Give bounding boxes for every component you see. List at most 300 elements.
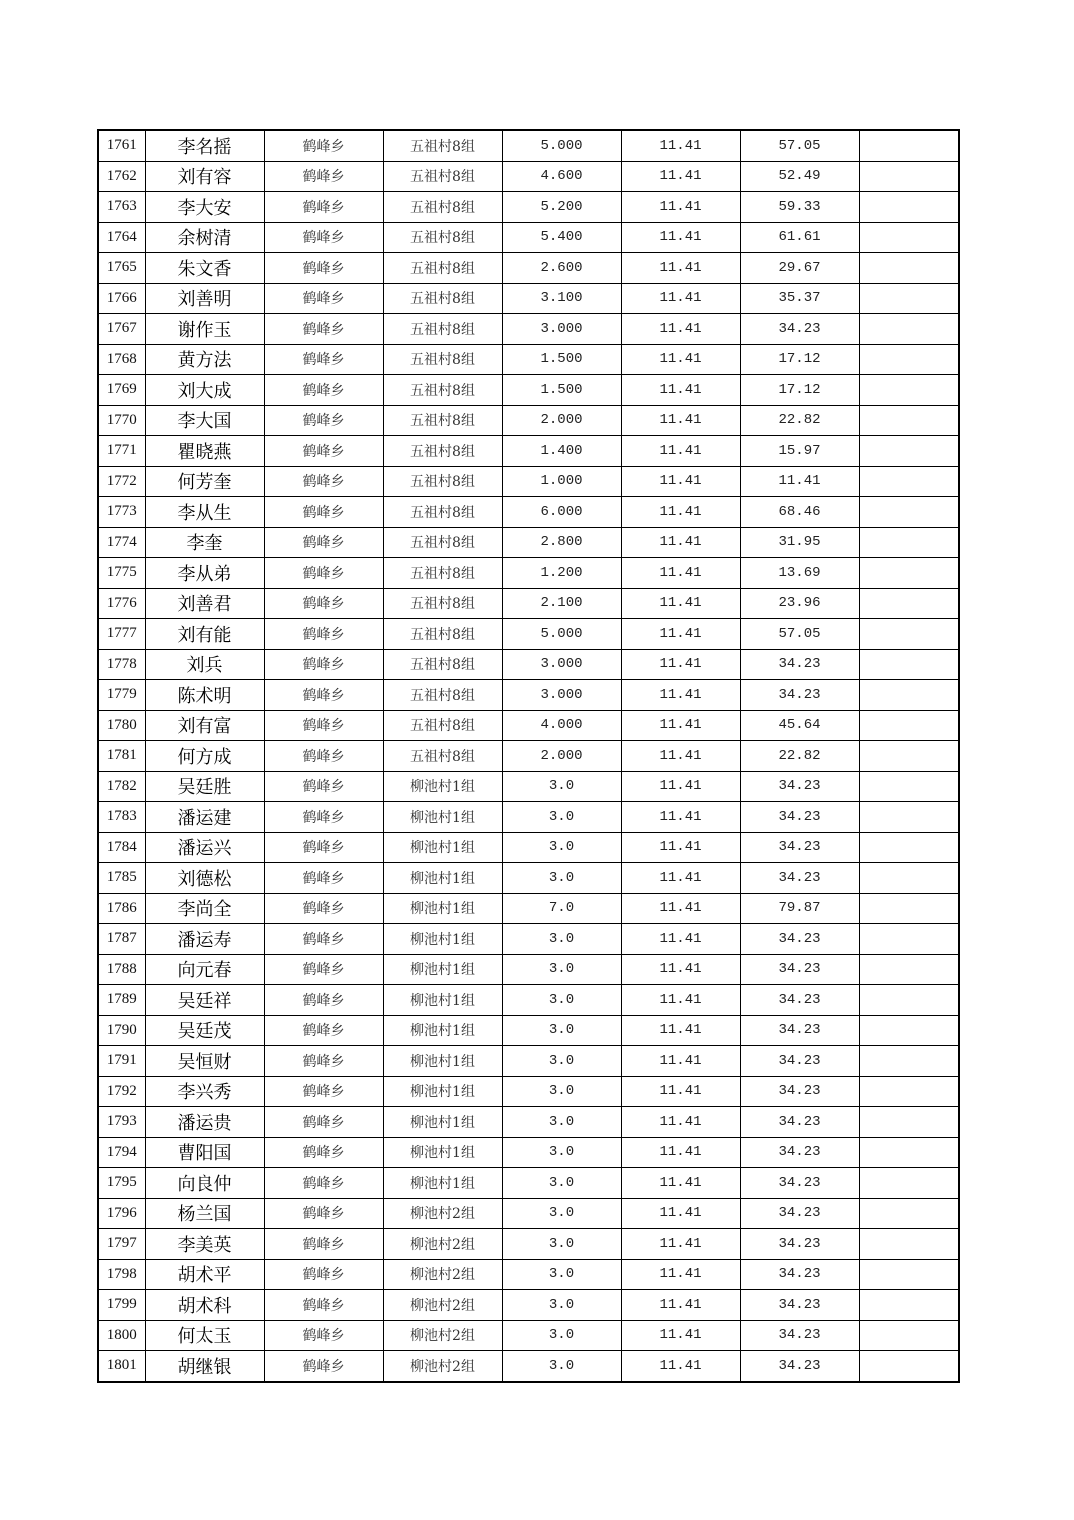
township-cell: 鹤峰乡 [264,344,383,375]
table-row [98,558,959,589]
area-cell: 3.0 [502,802,621,833]
record-number-cell: 1801 [98,1351,145,1382]
remarks-cell [859,649,959,680]
person-name-cell: 刘善君 [145,588,264,619]
unit-rate-cell: 11.41 [621,771,740,802]
record-number-cell: 1766 [98,283,145,314]
remarks-cell [859,741,959,772]
area-cell: 2.100 [502,588,621,619]
table-row [98,741,959,772]
township-cell: 鹤峰乡 [264,1137,383,1168]
table-row [98,161,959,192]
village-group-cell: 柳池村1组 [383,1015,502,1046]
remarks-cell [859,893,959,924]
township-cell: 鹤峰乡 [264,588,383,619]
area-cell: 3.100 [502,283,621,314]
amount-cell: 29.67 [740,253,859,284]
remarks-cell [859,253,959,284]
record-number-cell: 1769 [98,375,145,406]
township-cell: 鹤峰乡 [264,741,383,772]
township-cell: 鹤峰乡 [264,558,383,589]
township-cell: 鹤峰乡 [264,314,383,345]
township-cell: 鹤峰乡 [264,832,383,863]
township-cell: 鹤峰乡 [264,527,383,558]
person-name-cell: 吴廷胜 [145,771,264,802]
remarks-cell [859,497,959,528]
unit-rate-cell: 11.41 [621,558,740,589]
township-cell: 鹤峰乡 [264,1015,383,1046]
record-number-cell: 1798 [98,1259,145,1290]
township-cell: 鹤峰乡 [264,161,383,192]
remarks-cell [859,710,959,741]
record-number-cell: 1788 [98,954,145,985]
village-group-cell: 五祖村8组 [383,405,502,436]
area-cell: 3.0 [502,1229,621,1260]
remarks-cell [859,130,959,161]
amount-cell: 61.61 [740,222,859,253]
record-number-cell: 1790 [98,1015,145,1046]
township-cell: 鹤峰乡 [264,466,383,497]
person-name-cell: 刘有能 [145,619,264,650]
amount-cell: 11.41 [740,466,859,497]
unit-rate-cell: 11.41 [621,1198,740,1229]
record-number-cell: 1767 [98,314,145,345]
village-group-cell: 五祖村8组 [383,436,502,467]
table-row [98,527,959,558]
area-cell: 3.0 [502,954,621,985]
amount-cell: 23.96 [740,588,859,619]
area-cell: 3.0 [502,1168,621,1199]
person-name-cell: 李美英 [145,1229,264,1260]
amount-cell: 34.23 [740,1137,859,1168]
person-name-cell: 刘有容 [145,161,264,192]
record-number-cell: 1787 [98,924,145,955]
table-body [98,130,959,1382]
township-cell: 鹤峰乡 [264,619,383,650]
person-name-cell: 向良仲 [145,1168,264,1199]
person-name-cell: 李尚全 [145,893,264,924]
unit-rate-cell: 11.41 [621,649,740,680]
township-cell: 鹤峰乡 [264,222,383,253]
area-cell: 5.200 [502,192,621,223]
village-group-cell: 五祖村8组 [383,527,502,558]
person-name-cell: 朱文香 [145,253,264,284]
village-group-cell: 柳池村1组 [383,1168,502,1199]
village-group-cell: 五祖村8组 [383,497,502,528]
area-cell: 3.000 [502,649,621,680]
record-number-cell: 1775 [98,558,145,589]
village-group-cell: 五祖村8组 [383,649,502,680]
village-group-cell: 柳池村1组 [383,924,502,955]
table-row [98,924,959,955]
amount-cell: 34.23 [740,1076,859,1107]
remarks-cell [859,588,959,619]
remarks-cell [859,222,959,253]
record-number-cell: 1763 [98,192,145,223]
village-group-cell: 柳池村2组 [383,1229,502,1260]
remarks-cell [859,680,959,711]
amount-cell: 34.23 [740,771,859,802]
unit-rate-cell: 11.41 [621,161,740,192]
table-row [98,497,959,528]
person-name-cell: 黄方法 [145,344,264,375]
unit-rate-cell: 11.41 [621,1259,740,1290]
table-row [98,1259,959,1290]
amount-cell: 34.23 [740,1107,859,1138]
table-row [98,588,959,619]
record-number-cell: 1797 [98,1229,145,1260]
village-group-cell: 柳池村1组 [383,985,502,1016]
person-name-cell: 胡继银 [145,1351,264,1382]
unit-rate-cell: 11.41 [621,192,740,223]
amount-cell: 34.23 [740,314,859,345]
remarks-cell [859,527,959,558]
amount-cell: 34.23 [740,1168,859,1199]
record-number-cell: 1770 [98,405,145,436]
unit-rate-cell: 11.41 [621,1168,740,1199]
remarks-cell [859,985,959,1016]
village-group-cell: 柳池村1组 [383,863,502,894]
person-name-cell: 杨兰国 [145,1198,264,1229]
township-cell: 鹤峰乡 [264,1198,383,1229]
area-cell: 3.0 [502,985,621,1016]
unit-rate-cell: 11.41 [621,1320,740,1351]
area-cell: 3.0 [502,1198,621,1229]
record-number-cell: 1778 [98,649,145,680]
village-group-cell: 五祖村8组 [383,161,502,192]
unit-rate-cell: 11.41 [621,680,740,711]
table-row [98,771,959,802]
village-group-cell: 柳池村1组 [383,1076,502,1107]
remarks-cell [859,283,959,314]
record-number-cell: 1783 [98,802,145,833]
township-cell: 鹤峰乡 [264,436,383,467]
person-name-cell: 何方成 [145,741,264,772]
amount-cell: 59.33 [740,192,859,223]
record-number-cell: 1773 [98,497,145,528]
village-group-cell: 柳池村1组 [383,771,502,802]
table-row [98,1351,959,1382]
person-name-cell: 吴恒财 [145,1046,264,1077]
township-cell: 鹤峰乡 [264,649,383,680]
remarks-cell [859,771,959,802]
township-cell: 鹤峰乡 [264,893,383,924]
unit-rate-cell: 11.41 [621,436,740,467]
area-cell: 7.0 [502,893,621,924]
remarks-cell [859,161,959,192]
village-group-cell: 柳池村1组 [383,1107,502,1138]
person-name-cell: 刘德松 [145,863,264,894]
village-group-cell: 五祖村8组 [383,588,502,619]
remarks-cell [859,192,959,223]
table-row [98,192,959,223]
remarks-cell [859,558,959,589]
remarks-cell [859,924,959,955]
person-name-cell: 吴廷祥 [145,985,264,1016]
area-cell: 1.400 [502,436,621,467]
person-name-cell: 胡术科 [145,1290,264,1321]
unit-rate-cell: 11.41 [621,344,740,375]
area-cell: 3.0 [502,1046,621,1077]
unit-rate-cell: 11.41 [621,222,740,253]
person-name-cell: 李奎 [145,527,264,558]
table-row [98,1076,959,1107]
amount-cell: 17.12 [740,375,859,406]
table-row [98,344,959,375]
remarks-cell [859,1351,959,1382]
table-row [98,619,959,650]
table-row [98,1320,959,1351]
village-group-cell: 柳池村1组 [383,1137,502,1168]
village-group-cell: 柳池村2组 [383,1198,502,1229]
village-group-cell: 五祖村8组 [383,314,502,345]
table-row [98,436,959,467]
village-group-cell: 五祖村8组 [383,192,502,223]
unit-rate-cell: 11.41 [621,1229,740,1260]
village-group-cell: 柳池村1组 [383,954,502,985]
area-cell: 3.0 [502,1076,621,1107]
amount-cell: 22.82 [740,741,859,772]
unit-rate-cell: 11.41 [621,283,740,314]
township-cell: 鹤峰乡 [264,1168,383,1199]
area-cell: 3.0 [502,1320,621,1351]
person-name-cell: 刘兵 [145,649,264,680]
amount-cell: 57.05 [740,130,859,161]
village-group-cell: 五祖村8组 [383,253,502,284]
township-cell: 鹤峰乡 [264,710,383,741]
table-row [98,253,959,284]
table-row [98,1015,959,1046]
amount-cell: 34.23 [740,985,859,1016]
remarks-cell [859,1198,959,1229]
amount-cell: 34.23 [740,1229,859,1260]
village-group-cell: 柳池村2组 [383,1290,502,1321]
person-name-cell: 潘运兴 [145,832,264,863]
area-cell: 1.000 [502,466,621,497]
township-cell: 鹤峰乡 [264,283,383,314]
table-row [98,985,959,1016]
remarks-cell [859,863,959,894]
remarks-cell [859,619,959,650]
record-number-cell: 1782 [98,771,145,802]
amount-cell: 34.23 [740,1046,859,1077]
remarks-cell [859,1076,959,1107]
person-name-cell: 潘运贵 [145,1107,264,1138]
record-number-cell: 1776 [98,588,145,619]
area-cell: 5.000 [502,619,621,650]
unit-rate-cell: 11.41 [621,710,740,741]
person-name-cell: 刘大成 [145,375,264,406]
unit-rate-cell: 11.41 [621,1107,740,1138]
amount-cell: 15.97 [740,436,859,467]
amount-cell: 35.37 [740,283,859,314]
area-cell: 1.500 [502,375,621,406]
remarks-cell [859,1168,959,1199]
table-row [98,802,959,833]
person-name-cell: 陈术明 [145,680,264,711]
table-row [98,680,959,711]
record-number-cell: 1762 [98,161,145,192]
table-row [98,1198,959,1229]
village-group-cell: 五祖村8组 [383,344,502,375]
unit-rate-cell: 11.41 [621,375,740,406]
record-number-cell: 1786 [98,893,145,924]
amount-cell: 34.23 [740,1320,859,1351]
amount-cell: 45.64 [740,710,859,741]
unit-rate-cell: 11.41 [621,1137,740,1168]
record-number-cell: 1768 [98,344,145,375]
area-cell: 2.800 [502,527,621,558]
village-group-cell: 柳池村1组 [383,893,502,924]
remarks-cell [859,1320,959,1351]
record-number-cell: 1771 [98,436,145,467]
remarks-cell [859,802,959,833]
person-name-cell: 李从弟 [145,558,264,589]
amount-cell: 34.23 [740,802,859,833]
record-number-cell: 1784 [98,832,145,863]
amount-cell: 34.23 [740,1351,859,1382]
table-row [98,954,959,985]
area-cell: 2.000 [502,741,621,772]
area-cell: 3.0 [502,832,621,863]
township-cell: 鹤峰乡 [264,954,383,985]
table-row [98,863,959,894]
area-cell: 2.600 [502,253,621,284]
remarks-cell [859,314,959,345]
village-group-cell: 柳池村2组 [383,1351,502,1382]
table-row [98,314,959,345]
area-cell: 5.000 [502,130,621,161]
table-row [98,1137,959,1168]
unit-rate-cell: 11.41 [621,863,740,894]
area-cell: 3.000 [502,680,621,711]
table-row [98,375,959,406]
township-cell: 鹤峰乡 [264,375,383,406]
person-name-cell: 刘善明 [145,283,264,314]
amount-cell: 34.23 [740,649,859,680]
person-name-cell: 谢作玉 [145,314,264,345]
record-number-cell: 1780 [98,710,145,741]
township-cell: 鹤峰乡 [264,771,383,802]
record-number-cell: 1800 [98,1320,145,1351]
unit-rate-cell: 11.41 [621,405,740,436]
table-row [98,832,959,863]
person-name-cell: 瞿晓燕 [145,436,264,467]
table-row [98,1290,959,1321]
township-cell: 鹤峰乡 [264,1320,383,1351]
area-cell: 3.0 [502,924,621,955]
village-group-cell: 五祖村8组 [383,710,502,741]
record-number-cell: 1794 [98,1137,145,1168]
amount-cell: 34.23 [740,1290,859,1321]
person-name-cell: 余树清 [145,222,264,253]
unit-rate-cell: 11.41 [621,1015,740,1046]
township-cell: 鹤峰乡 [264,680,383,711]
unit-rate-cell: 11.41 [621,924,740,955]
unit-rate-cell: 11.41 [621,985,740,1016]
person-name-cell: 李名摇 [145,130,264,161]
remarks-cell [859,405,959,436]
township-cell: 鹤峰乡 [264,1259,383,1290]
remarks-cell [859,375,959,406]
area-cell: 3.0 [502,1137,621,1168]
unit-rate-cell: 11.41 [621,1046,740,1077]
record-number-cell: 1791 [98,1046,145,1077]
area-cell: 1.500 [502,344,621,375]
area-cell: 3.000 [502,314,621,345]
amount-cell: 52.49 [740,161,859,192]
record-number-cell: 1793 [98,1107,145,1138]
amount-cell: 57.05 [740,619,859,650]
township-cell: 鹤峰乡 [264,802,383,833]
unit-rate-cell: 11.41 [621,741,740,772]
record-number-cell: 1789 [98,985,145,1016]
amount-cell: 34.23 [740,1259,859,1290]
unit-rate-cell: 11.41 [621,314,740,345]
unit-rate-cell: 11.41 [621,588,740,619]
person-name-cell: 刘有富 [145,710,264,741]
person-name-cell: 李从生 [145,497,264,528]
area-cell: 3.0 [502,1259,621,1290]
amount-cell: 13.69 [740,558,859,589]
unit-rate-cell: 11.41 [621,893,740,924]
record-number-cell: 1761 [98,130,145,161]
amount-cell: 34.23 [740,863,859,894]
village-group-cell: 柳池村1组 [383,1046,502,1077]
amount-cell: 34.23 [740,832,859,863]
record-number-cell: 1795 [98,1168,145,1199]
amount-cell: 34.23 [740,954,859,985]
township-cell: 鹤峰乡 [264,1107,383,1138]
remarks-cell [859,1015,959,1046]
unit-rate-cell: 11.41 [621,497,740,528]
township-cell: 鹤峰乡 [264,405,383,436]
village-group-cell: 柳池村2组 [383,1259,502,1290]
township-cell: 鹤峰乡 [264,130,383,161]
table-row [98,1168,959,1199]
village-group-cell: 五祖村8组 [383,741,502,772]
unit-rate-cell: 11.41 [621,832,740,863]
township-cell: 鹤峰乡 [264,1229,383,1260]
amount-cell: 68.46 [740,497,859,528]
record-number-cell: 1764 [98,222,145,253]
person-name-cell: 曹阳国 [145,1137,264,1168]
unit-rate-cell: 11.41 [621,1076,740,1107]
person-name-cell: 吴廷茂 [145,1015,264,1046]
amount-cell: 34.23 [740,924,859,955]
area-cell: 3.0 [502,1015,621,1046]
township-cell: 鹤峰乡 [264,924,383,955]
person-name-cell: 潘运寿 [145,924,264,955]
village-group-cell: 五祖村8组 [383,222,502,253]
remarks-cell [859,1137,959,1168]
amount-cell: 34.23 [740,1198,859,1229]
remarks-cell [859,1229,959,1260]
unit-rate-cell: 11.41 [621,130,740,161]
area-cell: 1.200 [502,558,621,589]
table-row [98,1229,959,1260]
record-number-cell: 1774 [98,527,145,558]
table-row [98,1046,959,1077]
remarks-cell [859,1046,959,1077]
township-cell: 鹤峰乡 [264,1076,383,1107]
table-row [98,710,959,741]
remarks-cell [859,1107,959,1138]
person-name-cell: 向元春 [145,954,264,985]
area-cell: 5.400 [502,222,621,253]
remarks-cell [859,1259,959,1290]
village-group-cell: 五祖村8组 [383,466,502,497]
